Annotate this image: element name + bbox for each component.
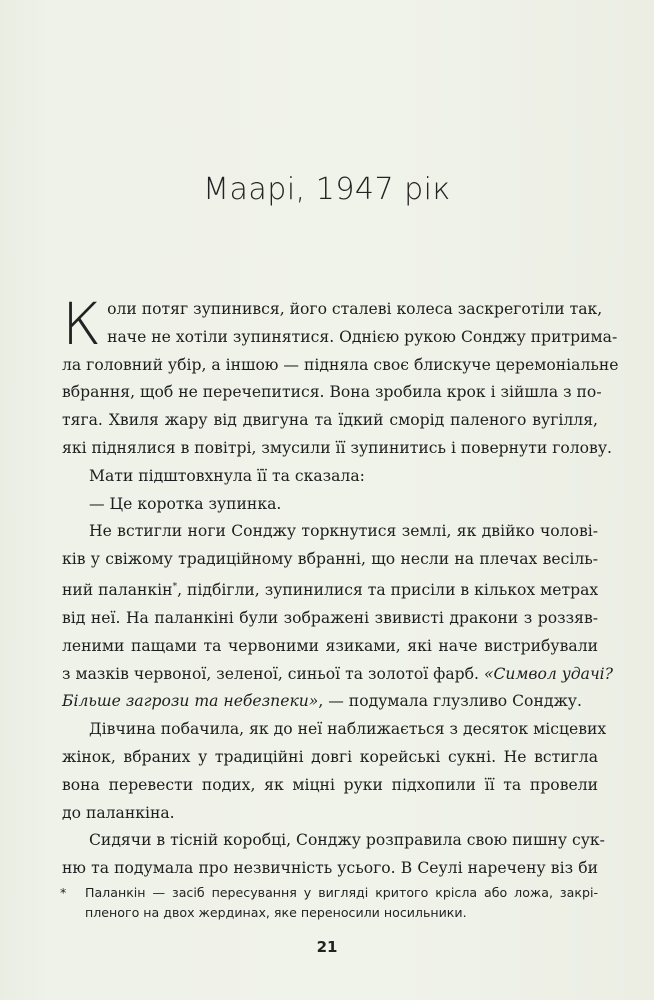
footnote-mark: * [60,885,67,900]
italic-thought: Більше загрози та небезпеки» [62,692,319,711]
paragraph-1 [62,290,619,463]
text-segment: , підбігли, зупинилися та присіли в кількох метрах [177,581,599,600]
drop-cap: К [62,290,102,358]
text-line: Дівчина побачила, як до неї наближається з десяток місцевих [89,720,607,739]
paragraph-4 [62,518,614,716]
text-line [62,574,598,605]
text-line [62,661,614,689]
footnote-line: пленого на двох жердинах, яке переносили носильники. [85,905,467,920]
paragraph-5 [62,716,607,827]
text-line: вона перевести подих, як міцні руки підхопили її та провели [62,775,598,794]
text-line: ків у свіжому традиційному вбранні, що несли на плечах весіль- [62,550,598,569]
text-segment: з мазків червоної, зеленої, синьої та золотої фарб. [62,664,484,683]
text-line: жінок, вбраних у традиційні довгі корейські сукні. Не встигла [62,747,598,766]
footnote [62,883,598,923]
chapter-title: Маарі, 1947 рік [203,172,451,207]
text-line: до паланкіна. [62,803,175,822]
text-line: ню та подумала про незвичність усього. В Сеулі наречену віз би [62,859,598,878]
text-segment: ний паланкін [62,581,173,600]
page-number: 21 [316,938,338,956]
text-line: наче не хотіли зупинятися. Однією рукою Сонджу притрима- [107,327,618,346]
text-line: які піднялися в повітрі, змусили її зупинитись і повернути голову. [62,438,612,457]
body-text [62,290,619,883]
paragraph-2: Мати підштовхнула її та сказала: [89,466,365,485]
text-line: леними пащами та червоними язиками, які наче вистрибували [62,636,598,655]
text-line: Не встигли ноги Сонджу торкнутися землі, як двійко чолові- [89,522,598,541]
paragraph-3: — Це коротка зупинка. [89,494,282,513]
text-line [62,688,598,716]
text-line: ла головний убір, а іншою — підняла своє блискуче церемоніальне [62,355,619,374]
paragraph-6 [62,827,605,883]
text-segment: , — подумала глузливо Сонджу. [318,692,582,711]
text-line: вбрання, щоб не перечепитися. Вона зробила крок і зійшла з по- [62,383,602,402]
text-line: Сидячи в тісній коробці, Сонджу розправила свою пишну сук- [89,831,605,850]
text-line: тяга. Хвиля жару від двигуна та їдкий сморід паленого вугілля, [62,411,598,430]
footnote-reference: * [172,581,178,592]
italic-thought: «Символ удачі? [483,664,614,683]
text-line: оли потяг зупинився, його сталеві колеса заскреготіли так, [107,300,603,318]
text-line: від неї. На паланкіні були зображені звивисті дракони з роззяв- [62,608,598,627]
footnote-line: Паланкін — засіб пересування у вигляді критого крісла або ложа, закрі- [85,885,598,900]
